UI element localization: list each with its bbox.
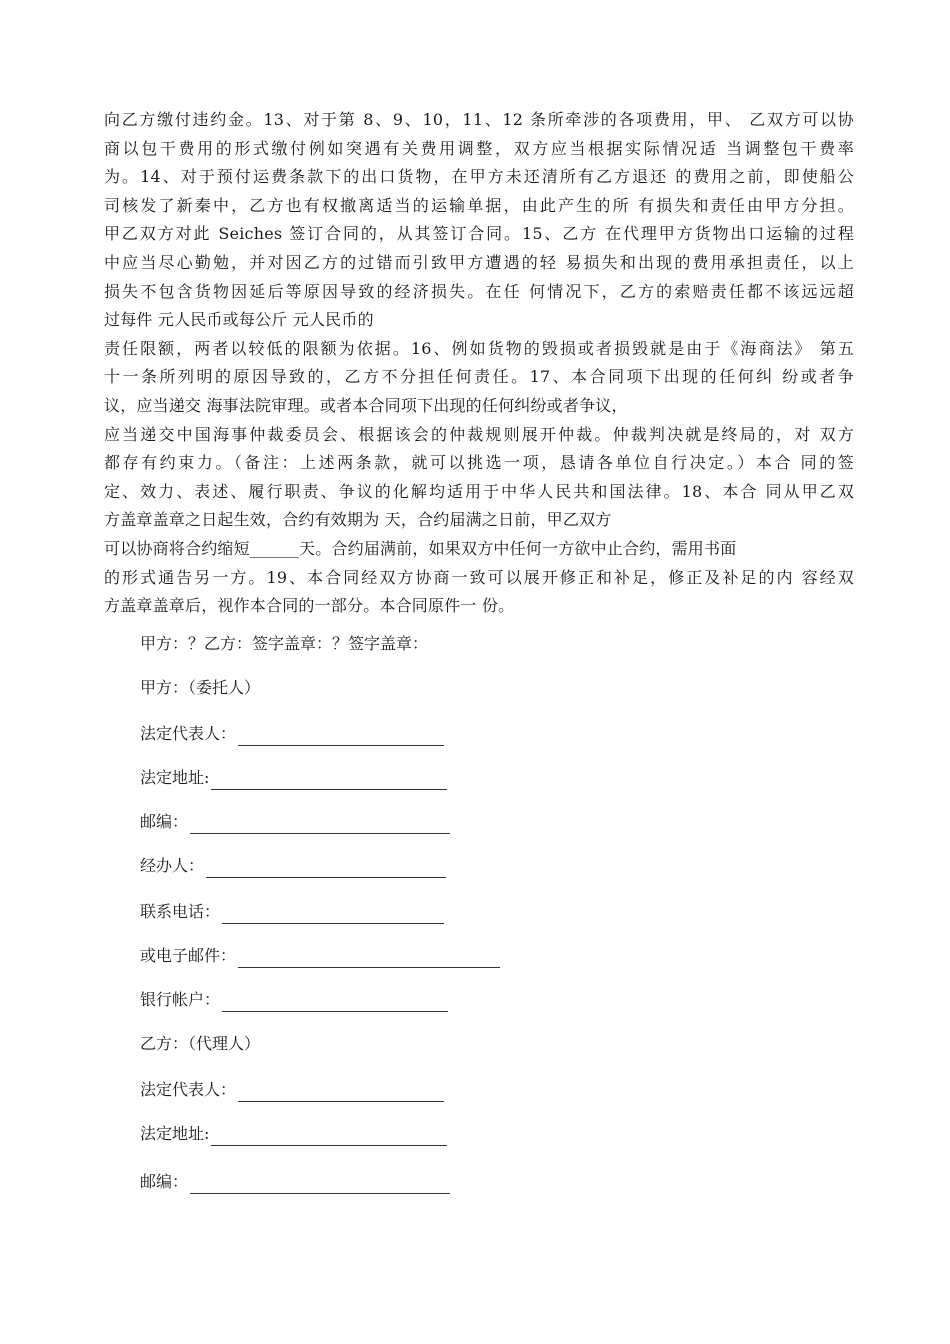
- party-a-address-row: [140, 766, 447, 790]
- field-label: 联系电话：: [140, 902, 221, 921]
- party-a-agent-row: [140, 854, 446, 878]
- party-a-legal-rep-row: [140, 722, 444, 746]
- field-label: 邮编：: [140, 812, 189, 831]
- field-label: 法定地址:: [140, 768, 210, 787]
- field-label: 法定地址:: [140, 1124, 210, 1143]
- paragraph-line: 过每件 元人民币或每公斤 元人民币的: [104, 310, 374, 330]
- agent-blank[interactable]: [206, 859, 446, 878]
- paragraph-line: 责任限额，两者以较低的限额为依据。16、例如货物的毁损或者损毁就是由于《海商法》 第五: [104, 338, 854, 358]
- signature-header-text: 甲方：？乙方：签字盖章：？签字盖章：: [140, 634, 429, 653]
- paragraph-line: 的形式通告另一方。19、本合同经双方协商一致可以展开修正和补足，修正及补足的内 容经双: [104, 567, 854, 587]
- paragraph-line: 定、效力、表述、履行职责、争议的化解均适用于中华人民共和国法律。18、本合 同从甲乙双: [104, 481, 854, 501]
- paragraph-line: 都存有约束力。（备注：上述两条款，就可以挑选一项，恳请各单位自行决定。）本合 同的签: [104, 453, 854, 473]
- party-a-email-row: [140, 944, 500, 968]
- paragraph-line: 可以协商将合约缩短______天。合约届满前，如果双方中任何一方欲中止合约，需用书面: [104, 538, 737, 558]
- paragraph-line: 十一条所列明的原因导致的，乙方不分担任何责任。17、本合同项下出现的任何纠 纷或者争: [104, 367, 854, 387]
- party-b-title-text: 乙方：（代理人）: [140, 1034, 261, 1053]
- paragraph-line: 司核发了新秦中，乙方也有权撤离适当的运输单据，由此产生的所 有损失和责任由甲方分担。: [104, 195, 854, 215]
- paragraph-line: 损失不包含货物因延后等原因导致的经济损失。在任 何情况下，乙方的索赔责任都不该远远超: [104, 281, 854, 301]
- party-b-postcode-row: [140, 1170, 450, 1194]
- party-a-phone-row: [140, 900, 444, 924]
- phone-blank[interactable]: [222, 905, 444, 924]
- party-b-address-row: [140, 1122, 447, 1146]
- legal-rep-blank[interactable]: [238, 727, 444, 746]
- paragraph-line: 方盖章盖章之日起生效，合约有效期为 天，合约届满之日前，甲乙双方: [104, 510, 612, 530]
- bank-account-blank[interactable]: [222, 993, 448, 1012]
- party-a-postcode-row: [140, 810, 450, 834]
- paragraph-line: 向乙方缴付违约金。13、对于第 8、9、10，11、12 条所牵涉的各项费用，甲、 乙双方可以协: [104, 110, 854, 129]
- signature-header: [140, 632, 428, 656]
- field-label: 经办人：: [140, 856, 205, 875]
- paragraph-line: 应当递交中国海事仲裁委员会、根据该会的仲裁规则展开仲裁。仲裁判决就是终局的，对 双方: [104, 424, 854, 444]
- party-a-title: [140, 676, 260, 700]
- field-label: 法定代表人：: [140, 724, 237, 743]
- party-a-bank-row: [140, 988, 448, 1012]
- field-label: 银行帐户：: [140, 990, 221, 1009]
- field-label: 邮编：: [140, 1172, 189, 1191]
- field-label: 法定代表人：: [140, 1080, 237, 1099]
- paragraph-line: 甲乙双方对此 Seiches 签订合同的，从其签订合同。15、乙方 在代理甲方货物出口运输的过程: [104, 224, 854, 244]
- paragraph-line: 方盖章盖章后，视作本合同的一部分。本合同原件一 份。: [104, 596, 515, 616]
- paragraph-line: 商以包干费用的形式缴付例如突遇有关费用调整，双方应当根据实际情况适 当调整包干费率: [104, 138, 854, 158]
- paragraph-line: 议，应当递交 海事法院审理。或者本合同项下出现的任何纠纷或者争议，: [104, 395, 628, 415]
- contract-body-text: [104, 106, 854, 621]
- paragraph-line: 中应当尽心勤勉，并对因乙方的过错而引致甲方遭遇的轻 易损失和出现的费用承担责任，以上: [104, 252, 854, 272]
- address-blank[interactable]: [211, 1127, 447, 1146]
- address-blank[interactable]: [211, 771, 447, 790]
- paragraph-line: 为。14、对于预付运费条款下的出口货物，在甲方未还清所有乙方退还 的费用之前，即使船公: [104, 167, 854, 187]
- postcode-blank[interactable]: [190, 1175, 450, 1194]
- field-label: 或电子邮件：: [140, 946, 237, 965]
- party-a-title-text: 甲方：（委托人）: [140, 678, 261, 697]
- legal-rep-blank[interactable]: [238, 1083, 444, 1102]
- party-b-legal-rep-row: [140, 1078, 444, 1102]
- party-b-title: [140, 1032, 260, 1056]
- postcode-blank[interactable]: [190, 815, 450, 834]
- email-blank[interactable]: [238, 949, 500, 968]
